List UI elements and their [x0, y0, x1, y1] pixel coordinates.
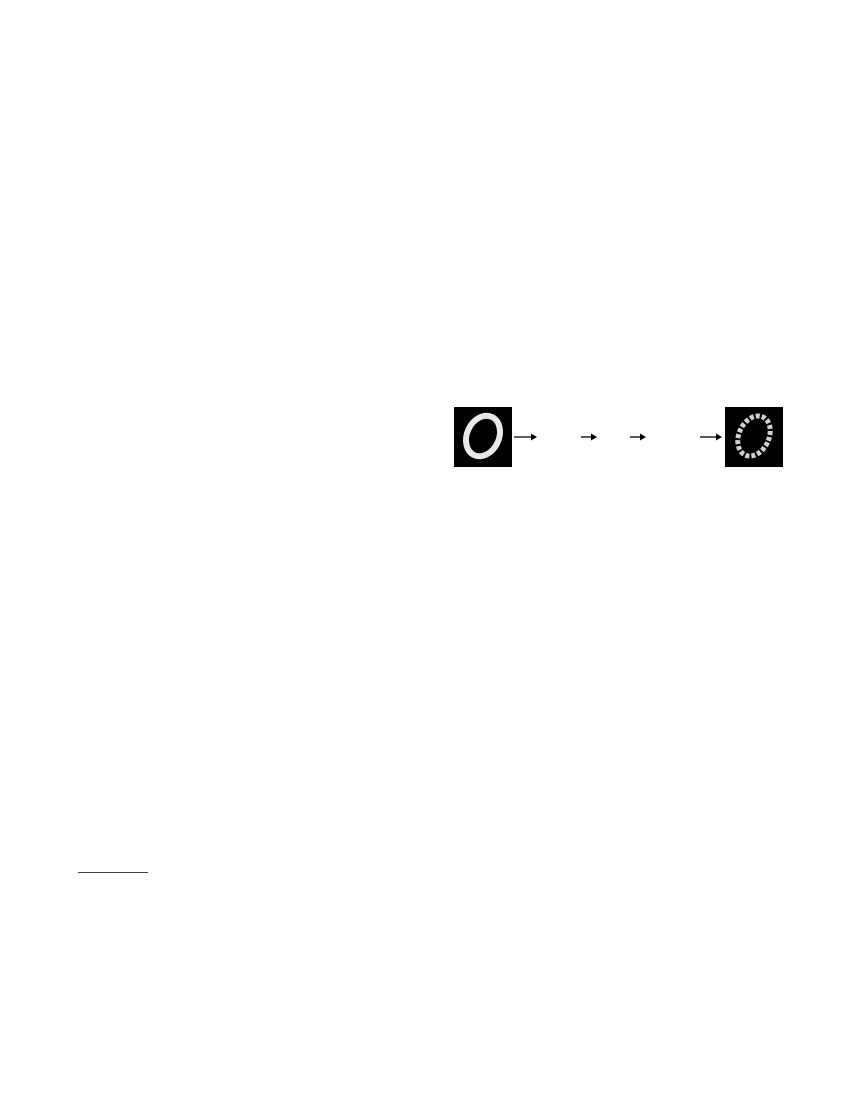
arrow-target-to-vector: [581, 434, 597, 441]
arrow-vector-to-attack: [630, 434, 646, 441]
input-digit-image: [454, 407, 512, 467]
arrow-input-to-target: [514, 434, 537, 441]
arrow-attack-to-output: [700, 434, 722, 441]
figure-diagram: [444, 362, 790, 492]
footnote-rule: [78, 872, 148, 873]
left-column: [78, 214, 424, 240]
figure-1: [444, 362, 790, 492]
reconstructed-digit-image: [725, 407, 783, 467]
arxiv-stamp: [26, 0, 60, 293]
